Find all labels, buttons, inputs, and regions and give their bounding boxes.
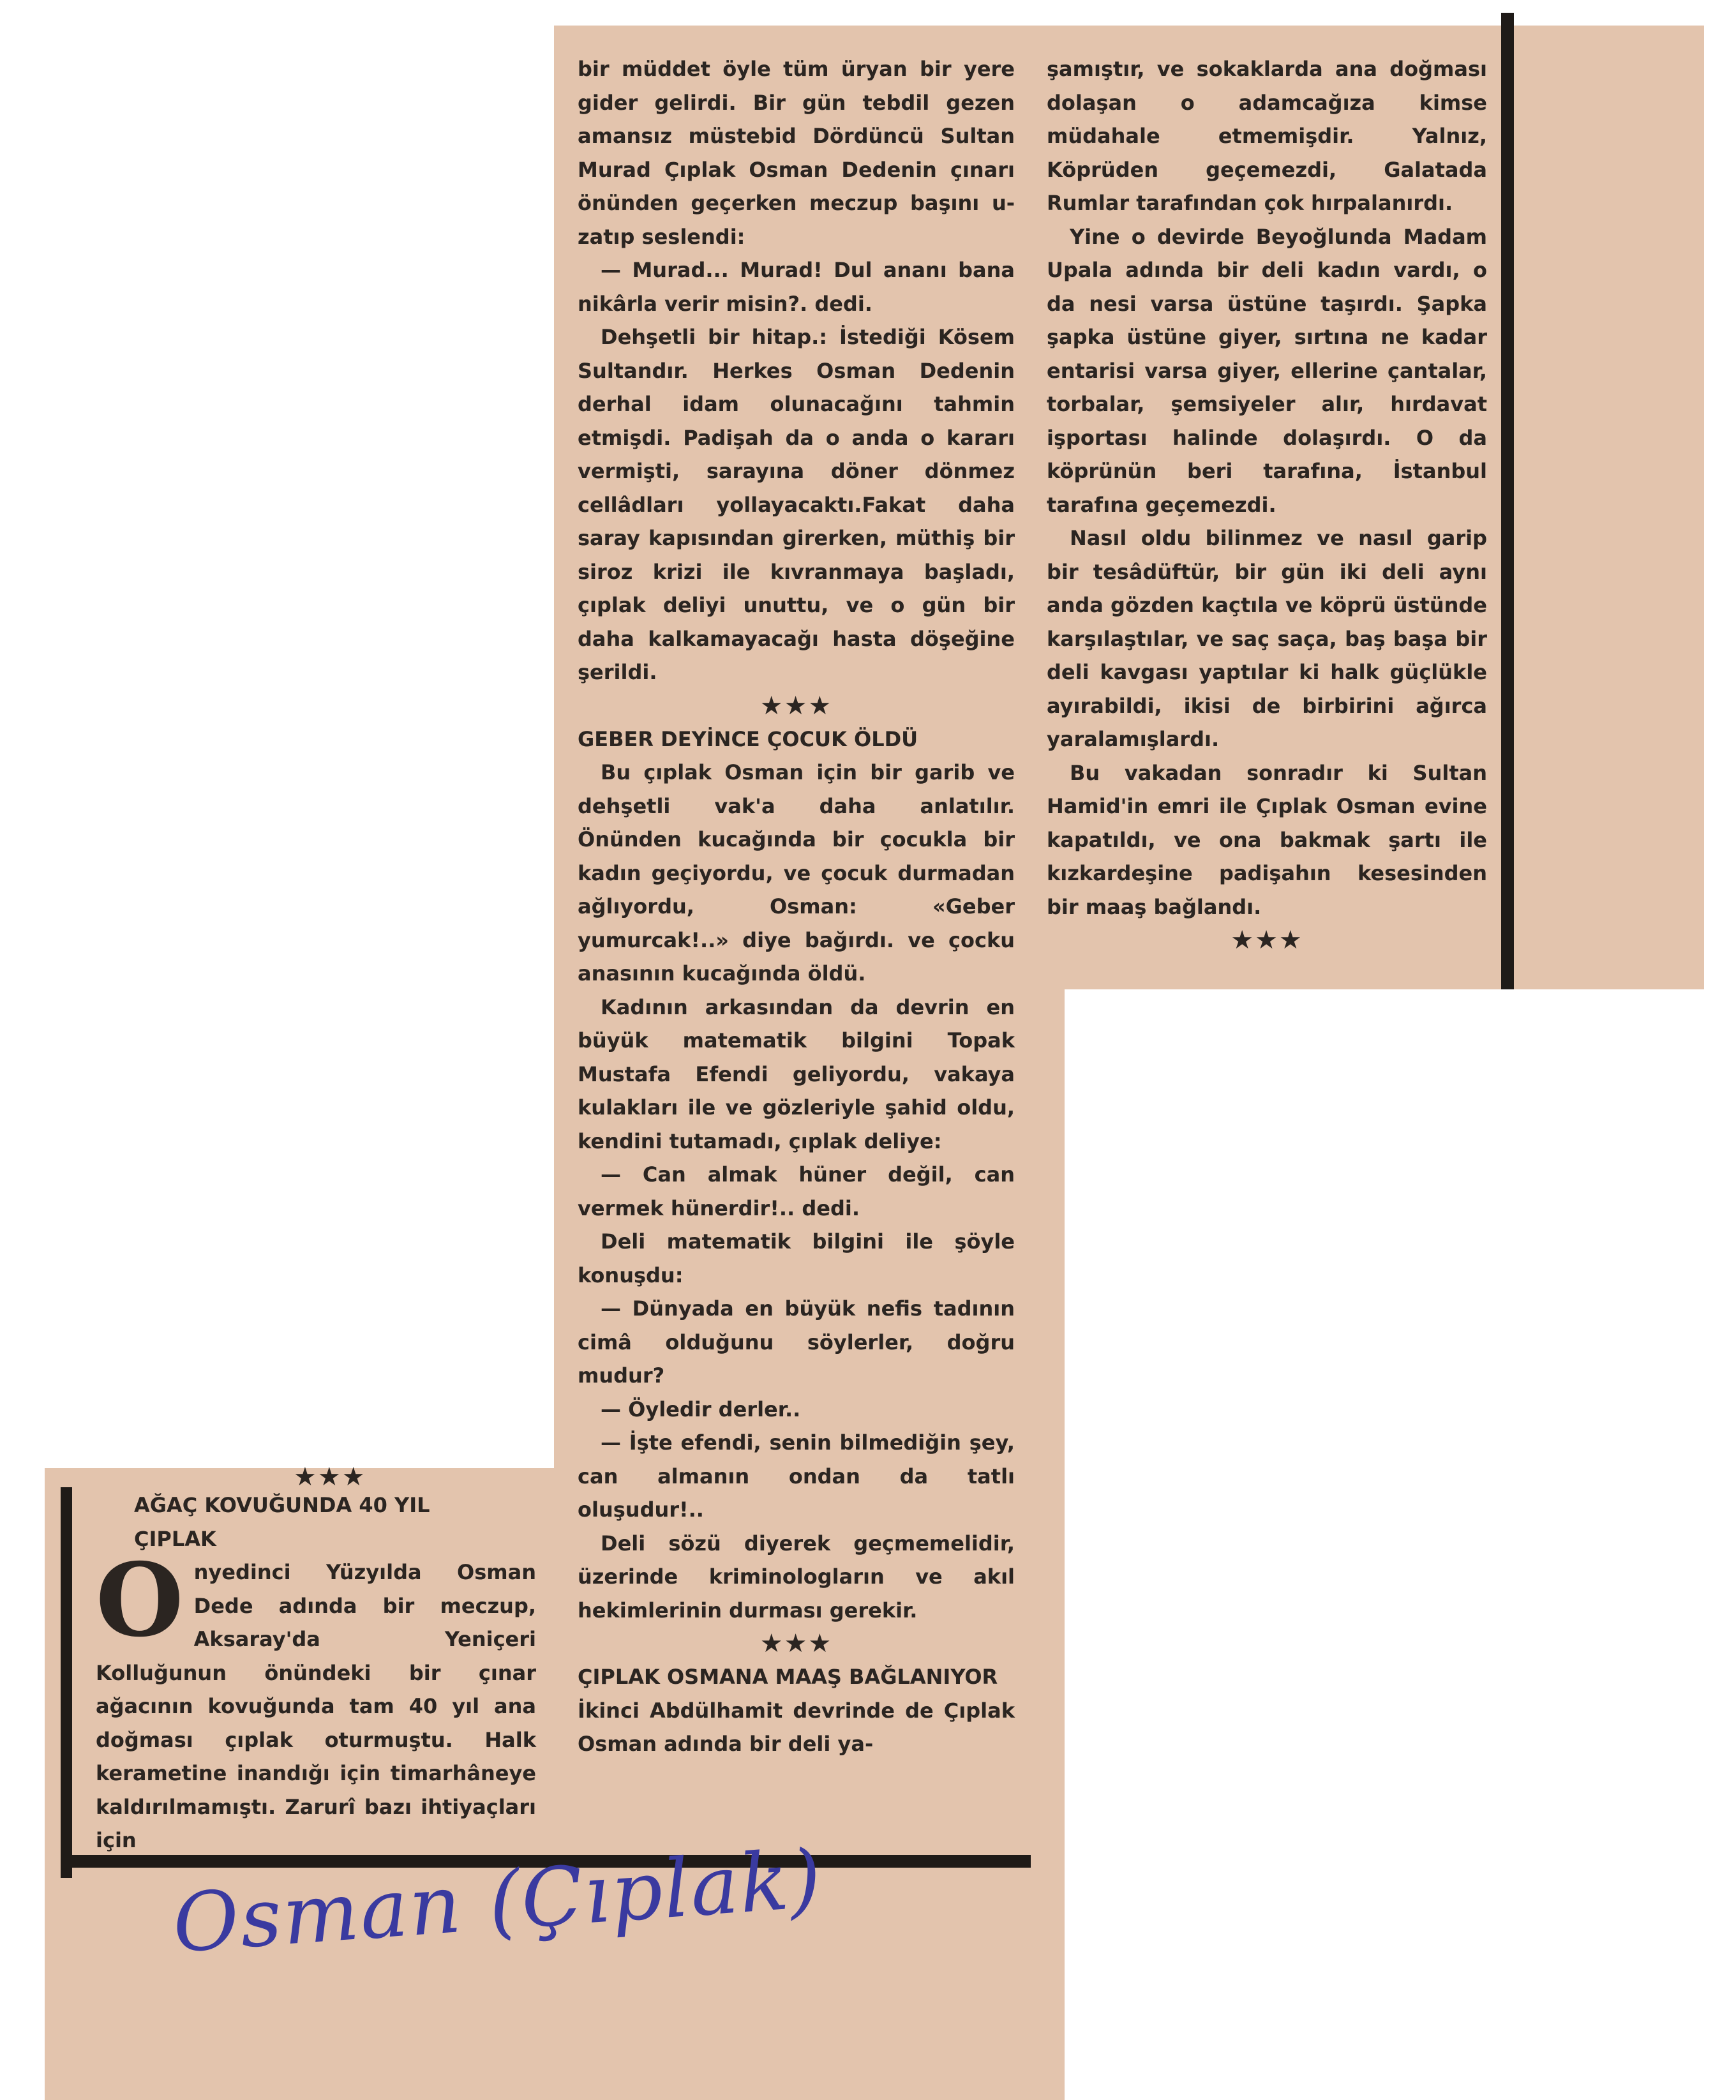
drop-cap: O — [96, 1541, 184, 1660]
paragraph: Onyedinci Yüzyılda Osman Dede adında bir meczup, Aksaray'da Yeniçeri Kolluğunun önündeki bir çınar ağacının kovuğunda tam 40 yıl ana doğması çıplak oturmuştu. Halk kerametine inandığı için timarhâneye kaldırılmamıştı. Zarurî bazı ihtiyaçları için — [96, 1541, 536, 1852]
paragraph: bir müddet öyle tüm üryan bir yere gider gelirdi. Bir gün tebdil gezen amansız müstebid Dördüncü Sultan Murad Çıplak Osman Dedenin çınarı önünden geçerken meczup başını u-zatıp seslendi: — [578, 57, 1015, 249]
paragraph: Deli matematik bilgini ile şöyle konuşdu: — [578, 1229, 1015, 1287]
paragraph: şamıştır, ve sokaklarda ana doğması dolaşan o adamcağıza kimse müdahale etmemişdir. Yalnız, Köprüden geçemezdi, Galatada Rumlar tarafından çok hırpalanırdı. — [1047, 57, 1487, 215]
paragraph: — Murad... Murad! Dul ananı bana nikârla verir misin?. dedi. — [578, 258, 1015, 316]
section-stars: ★★★ — [1231, 926, 1303, 955]
section-heading: GEBER DEYİNCE ÇOCUK ÖLDÜ — [578, 726, 918, 751]
right-border-rule — [1501, 13, 1514, 989]
paragraph: — İşte efendi, senin bilmediğin şey, can almanın ondan da tatlı oluşudur!.. — [578, 1430, 1015, 1522]
paragraph: İkinci Abdülhamit devrinde de Çıplak Osman adında bir deli ya- — [578, 1698, 1015, 1756]
paragraph: Kadının arkasından da devrin en büyük matematik bilgini Topak Mustafa Efendi geliyordu, vakaya kulakları ile ve gözleriyle şahid oldu, kendini tutamadı, çıplak deliye: — [578, 994, 1015, 1153]
handwritten-note: Osman (Çıplak) — [170, 1831, 826, 1971]
section-stars: ★★★ — [760, 691, 833, 721]
paragraph: — Dünyada en büyük nefis tadının cimâ olduğunu söylerler, doğru mudur? — [578, 1296, 1015, 1388]
paragraph: — Can almak hüner değil, can vermek hünerdir!.. dedi. — [578, 1162, 1015, 1220]
paragraph: Bu çıplak Osman için bir garib ve dehşetli vak'a daha anlatılır. Önünden kucağında bir çocukla bir kadın geçiyordu, ve çocuk durmadan ağlıyordu, Osman: «Geber yumurcak!..» diye bağırdı. ve çocku anasının kucağında öldü. — [578, 760, 1015, 986]
section-stars: ★★★ — [760, 1629, 833, 1658]
box-left-rule — [61, 1487, 72, 1878]
paragraph: Nasıl oldu bilinmez ve nasıl garip bir tesâdüftür, bir gün iki deli aynı anda gözden kaçtıla ve köprü üstünde karşılaştılar, ve saç saça, baş başa bir deli kavgası yaptılar ki halk güçlükle ayırabildi, ikisi de birbirini ağırca yaralamışlardı. — [1047, 526, 1487, 751]
right-column — [1047, 52, 1487, 957]
intro-box — [96, 1462, 536, 1857]
paragraph: Yine o devirde Beyoğlunda Madam Upala adında bir deli kadın vardı, o da nesi varsa üstüne taşırdı. Şapka şapka üstüne giyer, sırtına ne kadar entarisi varsa giyer, ellerine çantalar, torbalar, şemsiyeler alır, hırdavat işportası halinde dolaşırdı. O da köprünün beri tarafına, İstanbul tarafına geçemezdi. — [1047, 224, 1487, 517]
section-heading: ÇIPLAK OSMANA MAAŞ BAĞLANIYOR — [578, 1665, 998, 1689]
paragraph: — Öyledir derler.. — [601, 1397, 801, 1421]
section-heading: AĞAÇ KOVUĞUNDA 40 YIL ÇIPLAK — [134, 1493, 430, 1551]
center-column — [578, 52, 1015, 1761]
section-stars: ★★★ — [294, 1462, 366, 1492]
paragraph: Dehşetli bir hitap.: İstediği Kösem Sultandır. Herkes Osman Dedenin derhal idam olunacağını tahmin etmişdi. Padişah da o anda o kararı vermişti, sarayına döner dönmez cellâdları yollayacaktı.Fakat daha saray kapısından girerken, müthiş bir siroz krizi ile kıvranmaya başladı, çıplak deliyi unuttu, ve o gün bir daha kalkamayacağı hasta döşeğine şerildi. — [578, 325, 1015, 684]
paragraph: Deli sözü diyerek geçmemelidir, üzerinde kriminologların ve akıl hekimlerinin durması gerekir. — [578, 1531, 1015, 1623]
paragraph: Bu vakadan sonradır ki Sultan Hamid'in emri ile Çıplak Osman evine kapatıldı, ve ona bakmak şartı ile kızkardeşine padişahın kesesinden bir maaş bağlandı. — [1047, 760, 1487, 919]
